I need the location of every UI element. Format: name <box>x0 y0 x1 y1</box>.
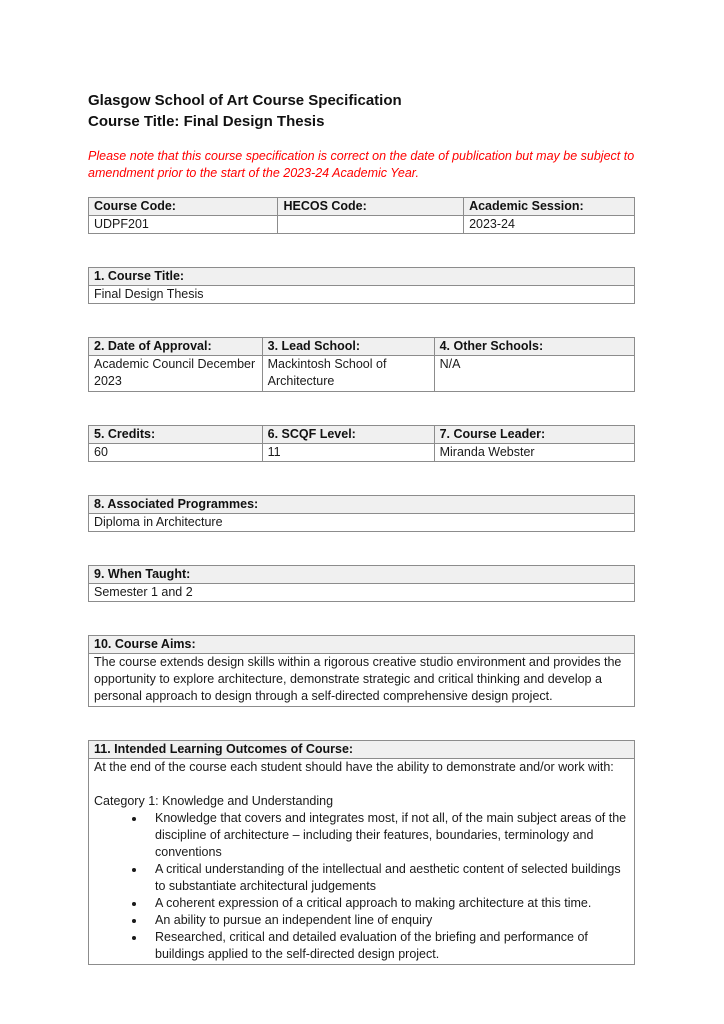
table-row <box>89 514 635 532</box>
credits-value: 60 <box>89 444 263 462</box>
title-line-2: Course Title: Final Design Thesis <box>88 113 325 130</box>
table-row <box>89 566 635 584</box>
approval-table <box>88 337 635 392</box>
other-schools-value: N/A <box>434 356 634 392</box>
table-row <box>89 654 635 707</box>
learning-outcomes-intro: At the end of the course each student should have the ability to demonstrate and/or work with: <box>94 760 614 774</box>
scqf-level-value: 11 <box>262 444 434 462</box>
title-line-1: Glasgow School of Art Course Specification <box>88 92 402 109</box>
document-title <box>88 90 635 132</box>
course-code-header: Course Code: <box>89 198 278 216</box>
learning-outcomes-table <box>88 740 635 965</box>
learning-outcomes-header: 11. Intended Learning Outcomes of Course: <box>89 741 635 759</box>
course-title-table <box>88 267 635 304</box>
when-taught-header: 9. When Taught: <box>89 566 635 584</box>
learning-outcomes-body <box>89 759 635 965</box>
date-of-approval-value: Academic Council December 2023 <box>89 356 263 392</box>
credits-value-row <box>89 444 635 462</box>
programmes-table <box>88 495 635 532</box>
table-row <box>89 268 635 286</box>
list-item: • A coherent expression of a critical approach to making architecture at this time. <box>146 895 629 912</box>
credits-header: 5. Credits: <box>89 426 263 444</box>
table-row <box>89 496 635 514</box>
codes-table <box>88 197 635 234</box>
academic-session-header: Academic Session: <box>464 198 635 216</box>
associated-programmes-header: 8. Associated Programmes: <box>89 496 635 514</box>
academic-session-value: 2023-24 <box>464 216 635 234</box>
credits-table <box>88 425 635 462</box>
learning-outcomes-bullet-list <box>94 810 629 963</box>
course-leader-value: Miranda Webster <box>434 444 634 462</box>
spacer <box>94 776 629 793</box>
table-row <box>89 741 635 759</box>
course-aims-table <box>88 635 635 707</box>
other-schools-header: 4. Other Schools: <box>434 338 634 356</box>
codes-value-row <box>89 216 635 234</box>
approval-header-row <box>89 338 635 356</box>
list-item: • An ability to pursue an independent line of enquiry <box>146 912 629 929</box>
date-of-approval-header: 2. Date of Approval: <box>89 338 263 356</box>
associated-programmes-value: Diploma in Architecture <box>89 514 635 532</box>
publication-notice: Please note that this course specification is correct on the date of publication but may be subject to amendment prior to the start of the 2023-24 Academic Year. <box>88 149 635 180</box>
course-aims-header: 10. Course Aims: <box>89 636 635 654</box>
hecos-code-value <box>278 216 464 234</box>
list-item: • A critical understanding of the intellectual and aesthetic content of selected buildings to substantiate architectural judgements <box>146 861 629 895</box>
hecos-code-header: HECOS Code: <box>278 198 464 216</box>
approval-value-row <box>89 356 635 392</box>
course-code-value: UDPF201 <box>89 216 278 234</box>
table-row <box>89 636 635 654</box>
course-leader-header: 7. Course Leader: <box>434 426 634 444</box>
lead-school-value: Mackintosh School of Architecture <box>262 356 434 392</box>
scqf-level-header: 6. SCQF Level: <box>262 426 434 444</box>
lead-school-header: 3. Lead School: <box>262 338 434 356</box>
credits-header-row <box>89 426 635 444</box>
course-aims-value: The course extends design skills within a rigorous creative studio environment and provides the opportunity to explore architecture, demonstrate strategic and critical thinking and develop a personal approach to design through a self-directed comprehensive design project. <box>89 654 635 707</box>
when-taught-table <box>88 565 635 602</box>
list-item: • Knowledge that covers and integrates most, if not all, of the main subject areas of the discipline of architecture – including their features, boundaries, terminology and conventions <box>146 810 629 861</box>
learning-outcomes-category: Category 1: Knowledge and Understanding <box>94 794 334 808</box>
course-title-header: 1. Course Title: <box>89 268 635 286</box>
course-title-value: Final Design Thesis <box>89 286 635 304</box>
when-taught-value: Semester 1 and 2 <box>89 584 635 602</box>
table-row <box>89 759 635 965</box>
table-row <box>89 584 635 602</box>
table-row <box>89 286 635 304</box>
codes-header-row <box>89 198 635 216</box>
list-item: • Researched, critical and detailed evaluation of the briefing and performance of buildings applied to the self-directed design project. <box>146 929 629 963</box>
